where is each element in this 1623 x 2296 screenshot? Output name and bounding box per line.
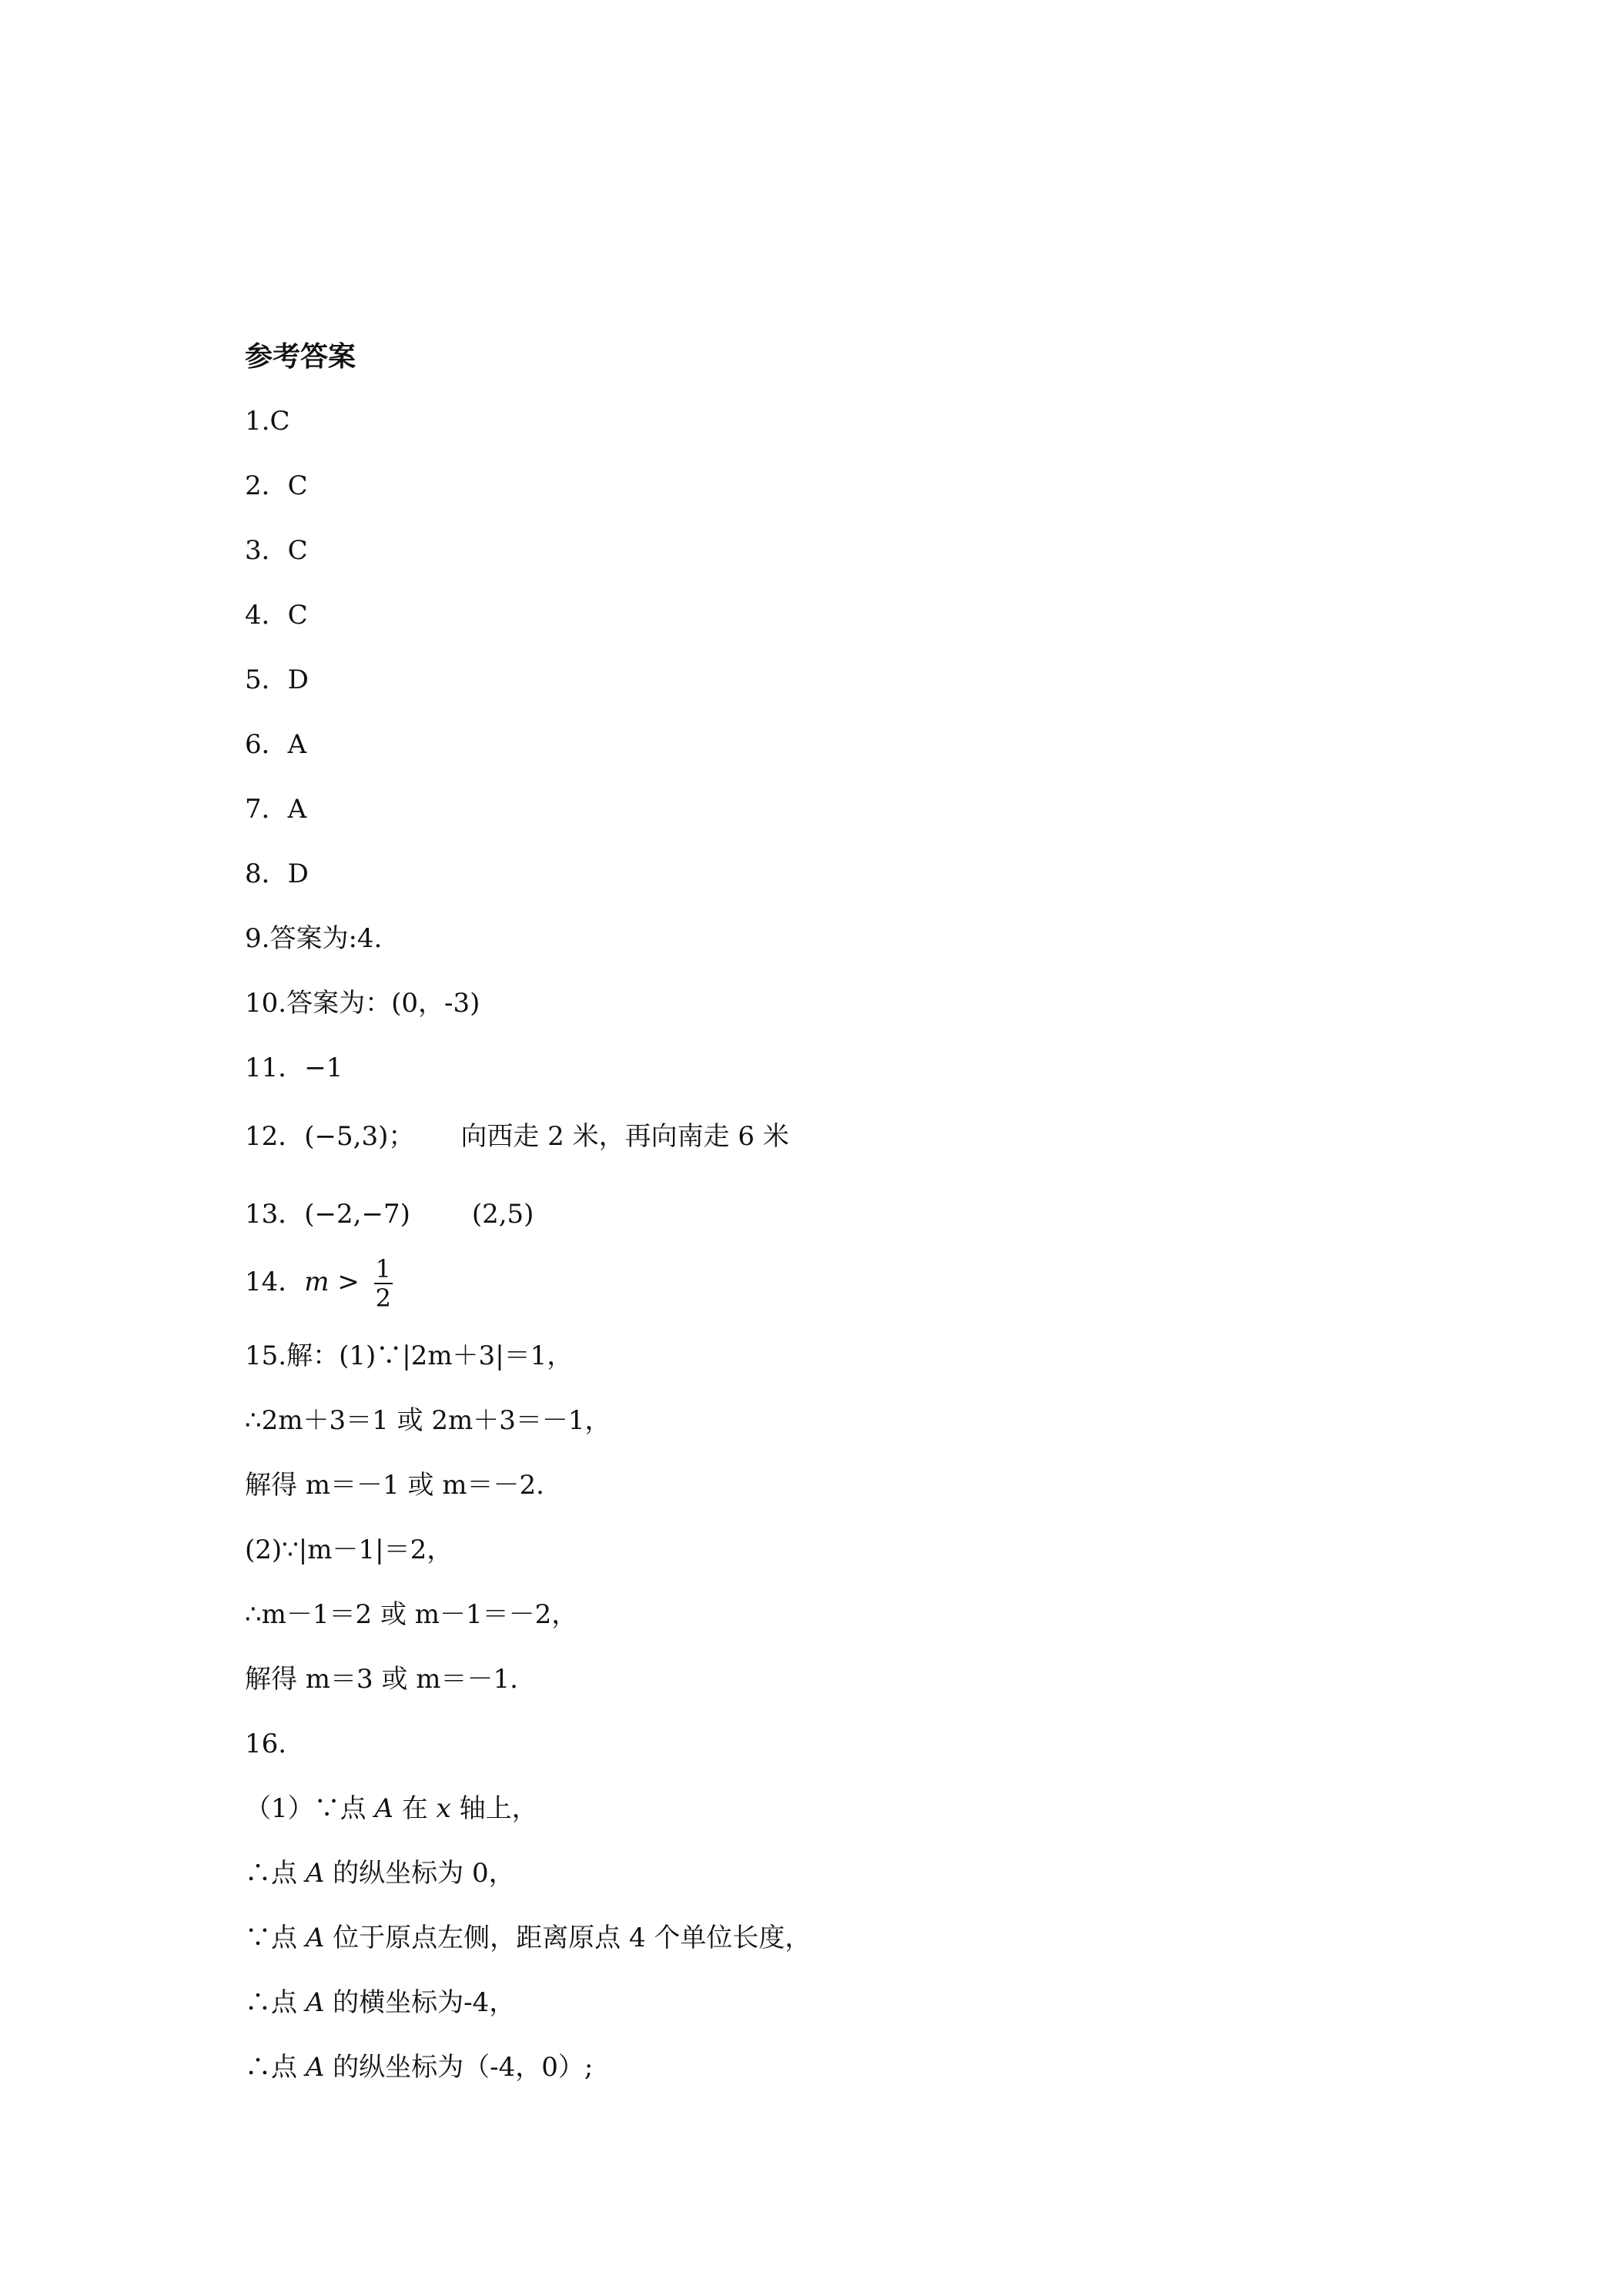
q15-line-3: 解得 m＝－1 或 m＝－2. <box>245 1470 544 1501</box>
x-axis-variable: x <box>436 1793 451 1824</box>
answer-10: 10.答案为：(0，-3) <box>245 988 480 1019</box>
answer-11: 11．−1 <box>245 1053 343 1083</box>
answer-1: 1.C <box>245 406 290 437</box>
q16-line-5 <box>245 2052 593 2083</box>
answer-14-operator: > <box>329 1267 368 1297</box>
q16-line-2 <box>245 1858 515 1889</box>
fraction-numerator: 1 <box>375 1254 391 1284</box>
q15-line-4: (2)∵|m－1|＝2， <box>245 1535 453 1565</box>
q16-line-4-c: 的横坐标为-4， <box>324 1987 516 2018</box>
q16-line-3-c: 位于原点左侧，距离原点 4 个单位长度， <box>324 1923 812 1953</box>
q16-line-3-a: ∵点 <box>245 1923 306 1953</box>
answer-12-number: 12． <box>245 1121 305 1152</box>
answer-13 <box>245 1199 534 1230</box>
q16-label: 16. <box>245 1729 287 1759</box>
q16-line-3 <box>245 1923 811 1953</box>
q16-line-5-c: 的纵坐标为（-4，0）; <box>324 2052 594 2083</box>
q15-line-2: ∴2m＋3＝1 或 2m＋3＝－1， <box>245 1405 611 1436</box>
answer-12-direction: 向西走 2 米，再向南走 6 米 <box>460 1121 789 1152</box>
q16-line-2-c: 的纵坐标为 0， <box>324 1858 515 1889</box>
q16-line-4-a: ∴点 <box>245 1987 306 2018</box>
q16-line-1 <box>245 1793 538 1824</box>
answer-3: 3．C <box>245 535 308 566</box>
point-a-label: A <box>374 1793 394 1824</box>
q16-line-1-a: （1）∵点 <box>245 1793 375 1824</box>
answer-14-variable: m <box>304 1267 330 1297</box>
answer-12 <box>245 1121 789 1152</box>
answer-6: 6．A <box>245 729 307 760</box>
q16-line-1-c: 在 <box>393 1793 437 1824</box>
answer-14 <box>245 1251 394 1313</box>
point-a-label: A <box>305 1987 325 2018</box>
q16-line-1-e: 轴上， <box>450 1793 538 1824</box>
answer-9: 9.答案为:4. <box>245 923 383 954</box>
answer-7: 7．A <box>245 794 307 825</box>
answer-5: 5．D <box>245 664 309 695</box>
q15-line-5: ∴m－1＝2 或 m－1＝－2， <box>245 1599 578 1630</box>
answer-14-number: 14． <box>245 1267 305 1297</box>
point-a-label: A <box>305 2052 325 2083</box>
answer-4: 4．C <box>245 600 308 631</box>
answer-2: 2．C <box>245 470 308 501</box>
answer-13-coordinate-2: (2,5) <box>471 1199 534 1230</box>
q16-line-2-a: ∴点 <box>245 1858 306 1889</box>
q16-line-4 <box>245 1987 515 2018</box>
answer-13-coordinate-1: (−2,−7) <box>304 1199 410 1230</box>
point-a-label: A <box>305 1923 325 1953</box>
q15-line-6: 解得 m＝3 或 m＝－1. <box>245 1664 518 1695</box>
answer-13-number: 13． <box>245 1199 305 1230</box>
page-title: 参考答案 <box>245 340 356 373</box>
point-a-label: A <box>305 1858 325 1889</box>
q15-line-1: 15.解：(1)∵|2m＋3|＝1， <box>245 1340 574 1371</box>
q16-line-5-a: ∴点 <box>245 2052 306 2083</box>
answer-8: 8．D <box>245 858 309 889</box>
fraction-denominator: 2 <box>375 1284 391 1313</box>
answer-12-coordinate: (−5,3)； <box>304 1121 415 1152</box>
answer-14-fraction <box>373 1255 394 1312</box>
